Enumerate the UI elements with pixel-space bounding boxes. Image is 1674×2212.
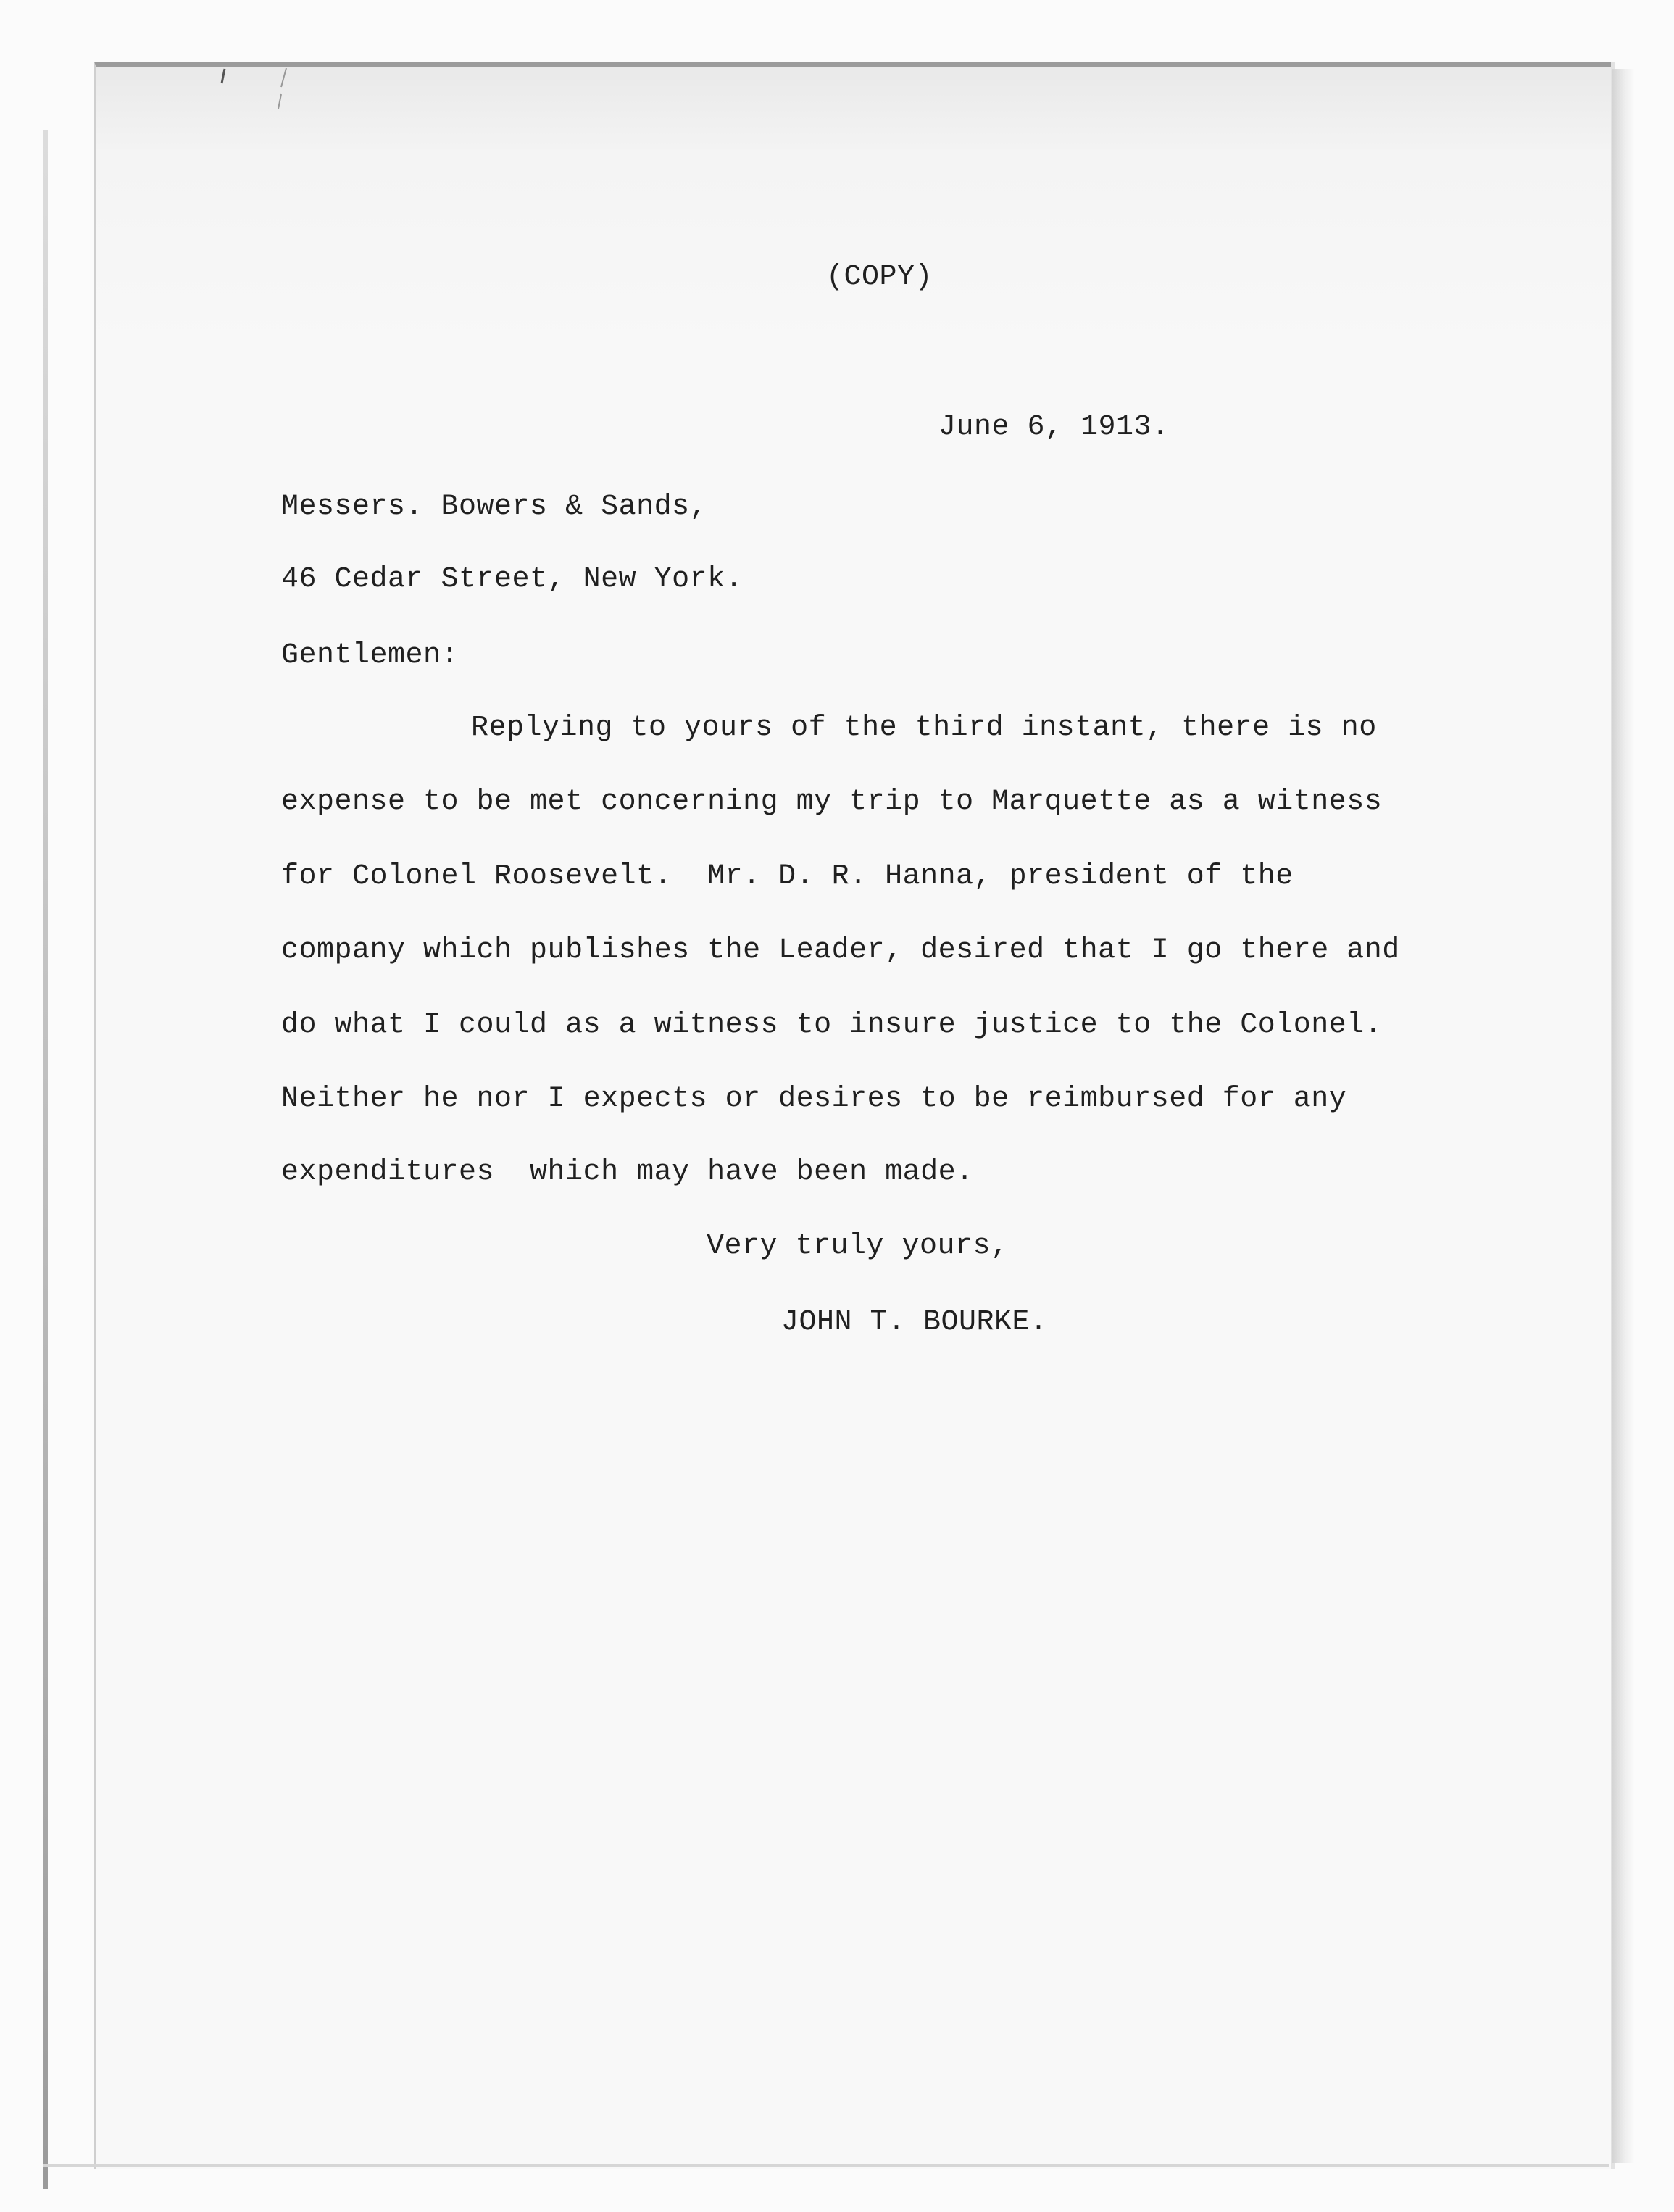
body-line-3: for Colonel Roosevelt. Mr. D. R. Hanna, president of the: [281, 860, 1294, 893]
body-line-6: Neither he nor I expects or desires to be reimbursed for any: [281, 1083, 1347, 1115]
body-line-4: company which publishes the Leader, desired that I go there and: [281, 934, 1400, 967]
body-line-1: Replying to yours of the third instant, there is no: [471, 712, 1377, 744]
page-bottom-edge: [43, 2164, 1609, 2167]
salutation: Gentlemen:: [281, 639, 459, 672]
signature: JOHN T. BOURKE.: [781, 1306, 1048, 1339]
body-line-5: do what I could as a witness to insure justice to the Colonel.: [281, 1009, 1383, 1041]
page-left-edge: [43, 130, 48, 2189]
body-line-2: expense to be met concerning my trip to Marquette as a witness: [281, 786, 1383, 818]
letter-date: June 6, 1913.: [938, 411, 1170, 444]
body-line-7: expenditures which may have been made.: [281, 1156, 974, 1189]
addressee-address: 46 Cedar Street, New York.: [281, 563, 744, 596]
letter-sheet: [94, 62, 1611, 2169]
addressee-name: Messers. Bowers & Sands,: [281, 491, 708, 523]
copy-label: (COPY): [826, 261, 933, 294]
pencil-marks: [217, 65, 304, 130]
closing: Very truly yours,: [707, 1230, 1009, 1263]
sheet-right-edge: [1612, 69, 1634, 2163]
